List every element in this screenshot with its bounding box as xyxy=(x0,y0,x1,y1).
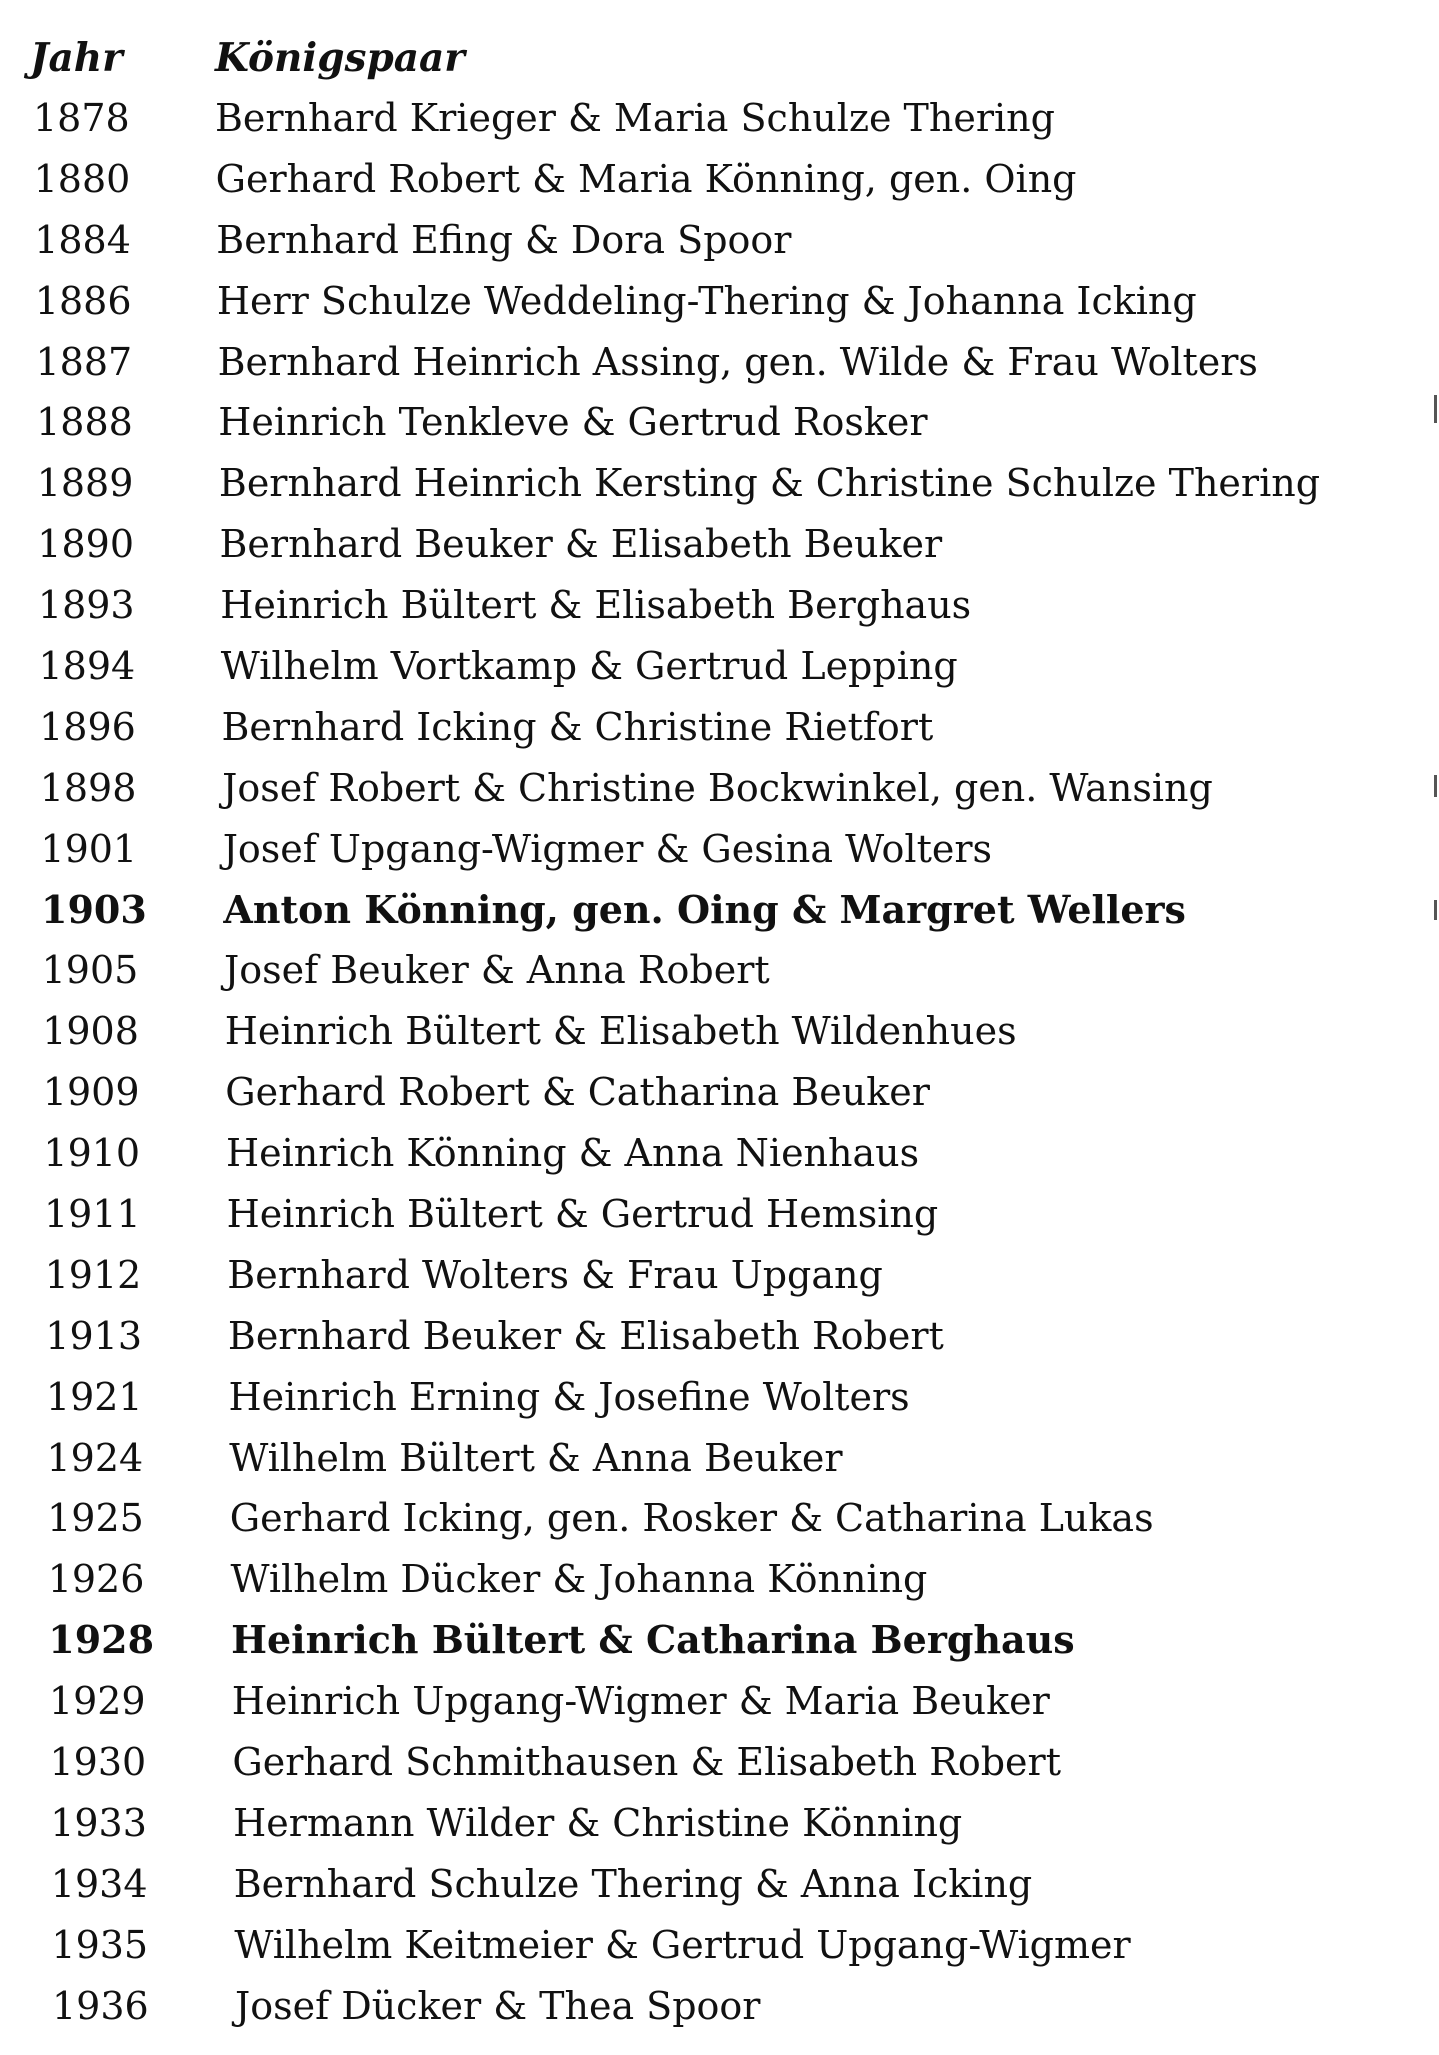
row-couple: Heinrich Upgang-Wigmer & Maria Beuker xyxy=(231,1679,1050,1724)
row-couple: Heinrich Könning & Anna Nienhaus xyxy=(226,1131,920,1176)
table-row xyxy=(0,1671,1439,1732)
table-row xyxy=(0,1245,1439,1306)
row-year: 1930 xyxy=(49,1740,147,1785)
table-row xyxy=(0,1306,1439,1367)
row-couple: Bernhard Wolters & Frau Upgang xyxy=(227,1252,883,1297)
row-year: 1933 xyxy=(50,1800,147,1845)
header-year: Jahr xyxy=(30,35,123,81)
row-couple: Josef Dücker & Thea Spoor xyxy=(235,1983,761,2028)
row-couple: Gerhard Schmithausen & Elisabeth Robert xyxy=(232,1740,1061,1785)
row-couple: Josef Upgang-Wigmer & Gesina Wolters xyxy=(222,826,993,871)
table-row xyxy=(0,1793,1439,1854)
row-year: 1893 xyxy=(37,583,135,628)
row-couple: Heinrich Bültert & Catharina Berghaus xyxy=(231,1617,1075,1663)
table-row xyxy=(0,636,1439,697)
row-couple: Josef Robert & Christine Bockwinkel, gen. Wansing xyxy=(222,765,1213,810)
table-row xyxy=(0,149,1439,210)
row-couple: Bernhard Schulze Thering & Anna Icking xyxy=(233,1861,1033,1906)
row-couple: Josef Beuker & Anna Robert xyxy=(224,948,770,993)
header-couple: Königspaar xyxy=(215,35,465,81)
table-row xyxy=(0,1062,1439,1123)
table-row xyxy=(0,1367,1439,1428)
table-row xyxy=(0,697,1439,758)
row-year: 1924 xyxy=(46,1435,144,1480)
row-year: 1912 xyxy=(44,1252,142,1297)
row-couple: Hermann Wilder & Christine Könning xyxy=(233,1800,963,1845)
row-couple: Heinrich Tenkleve & Gertrud Rosker xyxy=(218,400,928,445)
row-couple: Bernhard Beuker & Elisabeth Beuker xyxy=(219,522,943,567)
row-year: 1889 xyxy=(36,461,134,506)
scan-edge-mark xyxy=(1434,775,1437,797)
row-year: 1908 xyxy=(42,1009,139,1054)
table-row xyxy=(0,453,1439,514)
row-year: 1890 xyxy=(37,522,135,567)
table-row xyxy=(0,392,1439,453)
table-row xyxy=(0,940,1439,1001)
row-year: 1887 xyxy=(35,339,133,384)
row-year: 1878 xyxy=(33,96,130,140)
table-row xyxy=(0,1854,1439,1915)
row-year: 1886 xyxy=(34,278,132,323)
table-row xyxy=(0,1549,1439,1610)
table-row xyxy=(0,88,1439,149)
table-row xyxy=(0,1610,1439,1671)
row-year: 1928 xyxy=(48,1617,155,1663)
row-year: 1910 xyxy=(43,1131,141,1176)
scan-edge-mark xyxy=(1434,900,1437,920)
row-couple: Wilhelm Keitmeier & Gertrud Upgang-Wigmer xyxy=(234,1922,1131,1967)
table-row xyxy=(0,1001,1439,1062)
row-year: 1925 xyxy=(47,1496,144,1541)
row-year: 1921 xyxy=(45,1374,143,1419)
row-couple: Bernhard Heinrich Assing, gen. Wilde & Frau Wolters xyxy=(217,339,1258,384)
table-row xyxy=(0,210,1439,271)
table-row xyxy=(0,514,1439,575)
table-row xyxy=(0,880,1439,941)
table-row xyxy=(0,1732,1439,1793)
row-year: 1934 xyxy=(50,1861,148,1906)
row-year: 1903 xyxy=(41,886,147,932)
table-row xyxy=(0,332,1439,393)
row-year: 1898 xyxy=(39,765,137,810)
table-row xyxy=(0,1428,1439,1489)
row-couple: Gerhard Robert & Maria Könning, gen. Oing xyxy=(215,156,1077,201)
row-year: 1926 xyxy=(47,1557,145,1602)
row-year: 1909 xyxy=(42,1070,140,1115)
row-year: 1884 xyxy=(34,217,131,262)
table-row xyxy=(0,758,1439,819)
table-row xyxy=(0,271,1439,332)
row-couple: Heinrich Bültert & Gertrud Hemsing xyxy=(226,1192,939,1237)
row-year: 1929 xyxy=(48,1679,146,1724)
row-year: 1935 xyxy=(51,1922,149,1967)
row-couple: Heinrich Bültert & Elisabeth Wildenhues xyxy=(224,1009,1017,1054)
row-year: 1913 xyxy=(45,1313,143,1358)
row-couple: Wilhelm Bültert & Anna Beuker xyxy=(229,1435,843,1480)
row-couple: Bernhard Krieger & Maria Schulze Thering xyxy=(215,96,1055,140)
row-couple: Gerhard Robert & Catharina Beuker xyxy=(225,1070,930,1115)
table-row xyxy=(0,1123,1439,1184)
table-row xyxy=(0,575,1439,636)
row-couple: Bernhard Icking & Christine Rietfort xyxy=(221,704,934,749)
row-couple: Bernhard Beuker & Elisabeth Robert xyxy=(227,1313,944,1358)
row-year: 1911 xyxy=(44,1192,141,1237)
row-couple: Bernhard Heinrich Kersting & Christine Schulze Thering xyxy=(218,461,1321,506)
row-year: 1896 xyxy=(39,704,136,749)
row-year: 1901 xyxy=(40,826,138,871)
row-year: 1894 xyxy=(38,644,136,689)
table-row xyxy=(0,1184,1439,1245)
row-year: 1880 xyxy=(33,156,131,201)
row-couple: Anton Könning, gen. Oing & Margret Wellers xyxy=(223,886,1186,932)
table-body xyxy=(0,88,1439,2037)
row-couple: Heinrich Erning & Josefine Wolters xyxy=(228,1374,910,1419)
row-year: 1905 xyxy=(41,948,139,993)
table-row xyxy=(0,819,1439,880)
table-row xyxy=(0,1976,1439,2037)
scan-edge-mark xyxy=(1434,395,1437,423)
row-year: 1936 xyxy=(52,1983,149,2028)
table-row xyxy=(0,1488,1439,1549)
row-couple: Heinrich Bültert & Elisabeth Berghaus xyxy=(220,583,972,628)
row-year: 1888 xyxy=(36,400,133,445)
row-couple: Wilhelm Dücker & Johanna Könning xyxy=(230,1557,928,1602)
table-header xyxy=(30,28,1410,88)
row-couple: Gerhard Icking, gen. Rosker & Catharina Lukas xyxy=(229,1496,1154,1541)
table-row xyxy=(0,1915,1439,1976)
row-couple: Herr Schulze Weddeling-Thering & Johanna Icking xyxy=(216,278,1197,323)
row-couple: Bernhard Efing & Dora Spoor xyxy=(216,217,792,262)
row-couple: Wilhelm Vortkamp & Gertrud Lepping xyxy=(220,644,958,689)
